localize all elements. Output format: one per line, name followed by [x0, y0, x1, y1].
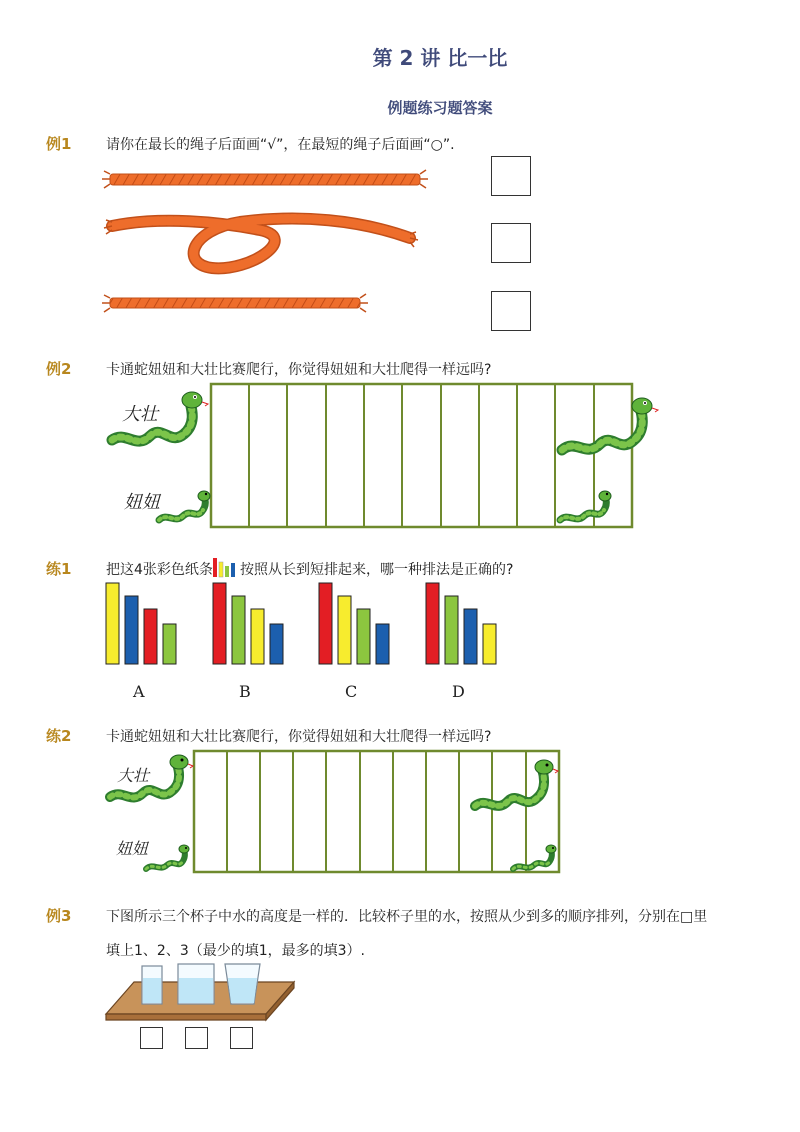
option-b-label[interactable]: B [239, 682, 251, 701]
ropes-illustration [100, 160, 540, 340]
strip-options [104, 580, 524, 670]
name-dazhuang: 大壮 [122, 404, 158, 425]
snake-dazhuang-start-2 [105, 755, 200, 807]
answer-box-rope-1[interactable] [491, 156, 531, 196]
snake-dazhuang-start [106, 392, 216, 452]
example-3-label: 例3 [46, 907, 72, 925]
practice-1-label: 练1 [46, 560, 72, 578]
snake-niuniu-start-2 [143, 844, 193, 874]
rope-long [102, 170, 428, 188]
practice-1-question-part1: 把这4张彩色纸条 [106, 562, 213, 578]
answer-box-rope-3[interactable] [491, 291, 531, 331]
option-b-strips [213, 583, 283, 664]
option-c-label[interactable]: C [345, 682, 358, 701]
option-d-strips [426, 583, 496, 664]
practice-1-question-part2: 按照从长到短排起来，哪一种排法是正确的? [240, 562, 514, 578]
snake-dazhuang-end [556, 396, 666, 460]
cup-wide [178, 964, 214, 1004]
option-d-label[interactable]: D [452, 682, 465, 701]
color-strips-icon [212, 556, 238, 578]
example-3-question-line1: 下图所示三个杯子中水的高度是一样的．比较杯子里的水，按照从少到多的顺序排列，分别在□里 [106, 909, 708, 925]
example-2-label: 例2 [46, 360, 72, 378]
name-niuniu: 妞妞 [124, 492, 160, 513]
practice-2-label: 练2 [46, 727, 72, 745]
page-title: 第 2 讲 比一比 [372, 46, 508, 70]
answer-box-cup-1[interactable] [140, 1027, 163, 1049]
name-niuniu-2: 妞妞 [116, 839, 149, 858]
answer-box-rope-2[interactable] [491, 223, 531, 263]
cup-narrow [142, 966, 162, 1004]
cup-tapered [225, 964, 260, 1004]
answer-box-cup-2[interactable] [185, 1027, 208, 1049]
snake-dazhuang-end-2 [470, 760, 565, 816]
snake-niuniu-start [155, 490, 215, 526]
cups-on-table-illustration [104, 958, 304, 1028]
rope-short [102, 294, 368, 312]
option-a-strips [106, 583, 176, 664]
page-subtitle: 例题练习题答案 [387, 99, 493, 117]
name-dazhuang-2: 大壮 [117, 766, 150, 785]
answer-box-cup-3[interactable] [230, 1027, 253, 1049]
practice-2-question: 卡通蛇妞妞和大壮比赛爬行，你觉得妞妞和大壮爬得一样远吗? [106, 729, 492, 745]
example-1-label: 例1 [46, 135, 72, 153]
rope-looped [104, 219, 418, 269]
example-2-question: 卡通蛇妞妞和大壮比赛爬行，你觉得妞妞和大壮爬得一样远吗? [106, 362, 492, 378]
example-1-question: 请你在最长的绳子后面画“√”，在最短的绳子后面画“○”. [106, 137, 455, 153]
example-3-question-line2: 填上1、2、3（最少的填1，最多的填3）. [106, 943, 365, 959]
option-c-strips [319, 583, 389, 664]
snake-niuniu-end-2 [510, 844, 560, 874]
snake-niuniu-end [556, 490, 616, 526]
option-a-label[interactable]: A [133, 682, 145, 701]
